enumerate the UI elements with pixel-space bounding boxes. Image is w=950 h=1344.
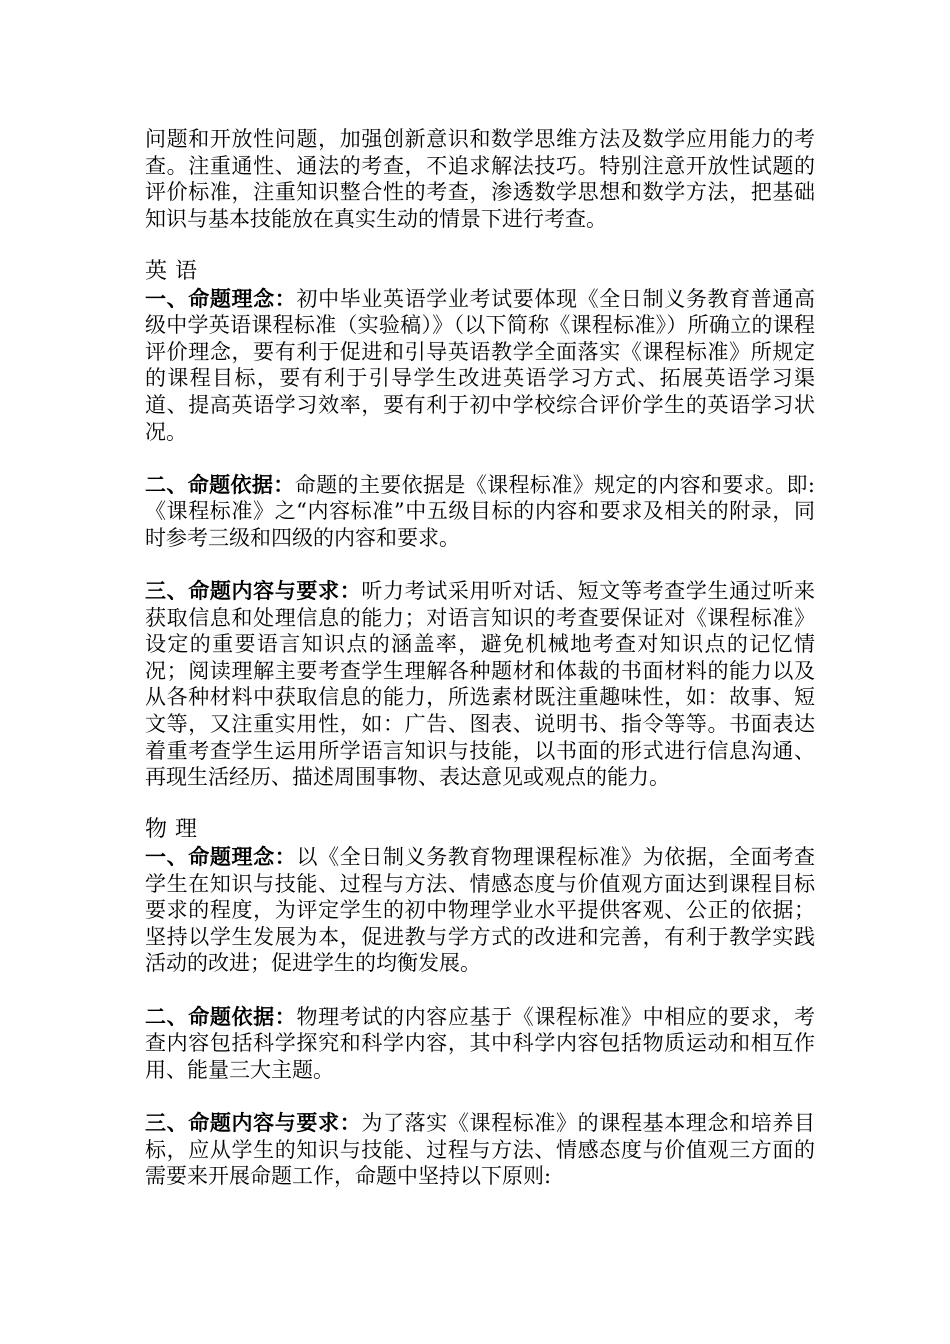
physics-content-text: 为了落实《课程标准》的课程基本理念和培养目标，应从学生的知识与技能、过程与方法、情感态度与价值观三方面的需要来开展命题工作，命题中坚持以下原则: [145,1110,816,1189]
spacer [145,977,815,1004]
physics-heading: 物理 [145,817,206,843]
spacer [145,232,815,259]
english-heading: 英语 [145,258,206,284]
physics-concept-text: 以《全日制义务教育物理课程标准》为依据，全面考查学生在知识与技能、过程与方法、情感态度与价值观方面达到课程目标要求的程度，为评定学生的初中物理学业水平提供客观、公正的依据；坚持以学生发展为本，促进教与学方式的改进和完善，有利于教学实践活动的改进；促进学生的均衡发展。 [145,845,816,976]
physics-content-label: 三、命题内容与要求： [145,1110,362,1135]
physics-content-paragraph [145,1110,815,1190]
spacer [145,1083,815,1110]
english-concept-paragraph [145,286,815,446]
english-content-paragraph [145,578,815,791]
physics-basis-paragraph [145,1004,815,1084]
english-basis-text: 命题的主要依据是《课程标准》规定的内容和要求。即:《课程标准》之“内容标准”中五级目标的内容和要求及相关的附录，同时参考三级和四级的内容和要求。 [145,472,816,550]
english-basis-label: 二、命题依据： [145,472,295,497]
physics-concept-paragraph [145,844,815,977]
document-page [145,126,815,1190]
english-basis-paragraph [145,472,815,552]
spacer [145,791,815,818]
physics-concept-label: 一、命题理念： [145,845,297,870]
math-requirements-tail: 问题和开放性问题，加强创新意识和数学思维方法及数学应用能力的考查。注重通性、通法的考查，不追求解法技巧。特别注意开放性试题的评价标准，注重知识整合性的考查，渗透数学思想和数学方法，把基础知识与基本技能放在真实生动的情景下进行考查。 [145,127,815,231]
physics-basis-label: 二、命题依据： [145,1004,297,1029]
english-concept-text: 初中毕业英语学业考试要体现《全日制义务教育普通高级中学英语课程标准（实验稿）》（以下简称《课程标准》）所确立的课程评价理念，要有利于促进和引导英语教学全面落实《课程标准》所规定的课程目标，要有利于引导学生改进英语学习方式、拓展英语学习渠道、提高英语学习效率，要有利于初中学校综合评价学生的英语学习状况。 [145,286,816,444]
english-concept-label: 一、命题理念： [145,286,297,311]
english-content-label: 三、命题内容与要求： [145,579,362,604]
physics-basis-text: 物理考试的内容应基于《课程标准》中相应的要求，考查内容包括科学探究和科学内容，其中科学内容包括物质运动和相互作用、能量三大主题。 [145,1004,816,1082]
spacer [145,552,815,579]
spacer [145,445,815,472]
english-content-text: 听力考试采用听对话、短文等考查学生通过听来获取信息和处理信息的能力；对语言知识的考查要保证对《课程标准》设定的重要语言知识点的涵盖率，避免机械地考查对知识点的记忆情况；阅读理解主要考查学生理解各种题材和体裁的书面材料的能力以及从各种材料中获取信息的能力，所选素材既注重趣味性，如：故事、短文等，又注重实用性，如：广告、图表、说明书、指令等等。书面表达着重考查学生运用所学语言知识与技能，以书面的形式进行信息沟通、再现生活经历、描述周围事物、表达意见或观点的能力。 [145,579,816,790]
